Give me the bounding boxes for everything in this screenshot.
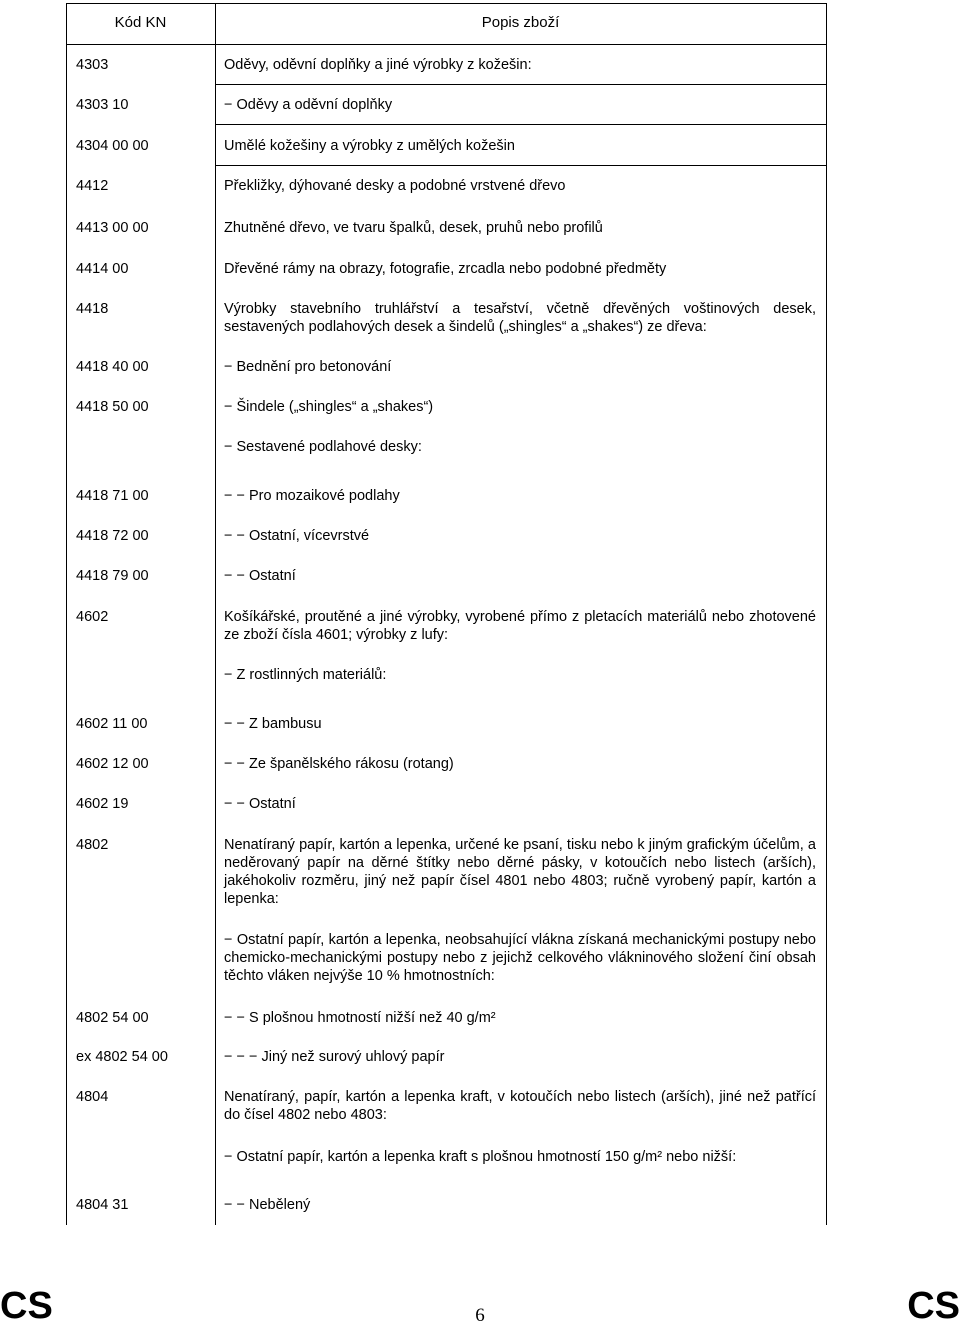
row-code: 4304 00 00	[76, 138, 149, 154]
row-code: 4303	[76, 57, 109, 73]
row-description: Košíkářské, proutěné a jiné výrobky, vyrobené přímo z pletacích materiálů nebo zhotovené ze zboží čísla 4601; výrobky z lufy:	[224, 609, 816, 643]
row-description: − − Z bambusu	[224, 716, 322, 732]
table-left-border	[66, 3, 67, 1225]
row-code: 4602 12 00	[76, 756, 149, 772]
page-number: 6	[475, 1305, 485, 1326]
row-divider	[215, 84, 826, 85]
row-description: − − − Jiný než surový uhlový papír	[224, 1049, 445, 1065]
row-description: Nenatíraný, papír, kartón a lepenka kraft, v kotoučích nebo listech (arších), jiné než patřící do čísel 4802 nebo 4803:	[224, 1089, 816, 1123]
row-code: 4602 11 00	[76, 716, 148, 732]
column-header-description: Popis zboží	[481, 14, 560, 31]
row-code: 4412	[76, 178, 109, 194]
row-code: 4418	[76, 301, 109, 317]
table-right-border	[826, 3, 827, 1225]
row-code: 4602	[76, 609, 109, 625]
row-code: 4804 31	[76, 1197, 129, 1213]
row-description: Dřevěné rámy na obrazy, fotografie, zrcadla nebo podobné předměty	[224, 261, 667, 277]
row-code: 4418 71 00	[76, 488, 149, 504]
row-description: − − Ze španělského rákosu (rotang)	[224, 756, 454, 772]
row-code: 4802 54 00	[76, 1010, 149, 1026]
row-description: − Oděvy a oděvní doplňky	[224, 97, 393, 113]
table-column-divider	[215, 3, 216, 1225]
row-code: 4414 00	[76, 261, 129, 277]
row-code: 4602 19	[76, 796, 129, 812]
row-code: 4804	[76, 1089, 109, 1105]
table-top-border	[66, 3, 827, 4]
row-divider	[215, 124, 826, 125]
row-code: 4418 72 00	[76, 528, 149, 544]
row-description: Umělé kožešiny a výrobky z umělých kožešin	[224, 138, 515, 154]
row-description: − − Ostatní	[224, 796, 296, 812]
column-header-code: Kód KN	[114, 14, 167, 31]
row-description: − − Ostatní	[224, 568, 296, 584]
row-code: ex 4802 54 00	[76, 1049, 168, 1065]
row-divider	[215, 165, 826, 166]
row-code: 4418 79 00	[76, 568, 149, 584]
header-divider	[66, 44, 827, 45]
row-description: − − Ostatní, vícevrstvé	[224, 528, 370, 544]
row-description: − Ostatní papír, kartón a lepenka, neobsahující vlákna získaná mechanickými postupy nebo chemicko-mechanickými postupy nebo z jejichž celkového vlákninového složení činí obsah těchto vláken nejvýše 10 % hmotnostních:	[224, 932, 816, 984]
row-code: 4303 10	[76, 97, 129, 113]
row-description: − Bednění pro betonování	[224, 359, 392, 375]
footer-language-code-left: CS	[0, 1285, 53, 1327]
row-description: Nenatíraný papír, kartón a lepenka, určené ke psaní, tisku nebo k jiným grafickým účelům, a neděrovaný papír na děrné štítky nebo děrné pásky, v kotoučích nebo listech (arších), jakéhokoliv rozměru, jiný než papír čísel 4801 nebo 4803; ručně vyrobený papír, kartón a lepenka:	[224, 837, 816, 907]
row-description: − − Nebělený	[224, 1197, 311, 1213]
row-description: Zhutněné dřevo, ve tvaru špalků, desek, pruhů nebo profilů	[224, 220, 603, 236]
row-description: − − S plošnou hmotností nižší než 40 g/m²	[224, 1010, 496, 1026]
row-description: − Ostatní papír, kartón a lepenka kraft s plošnou hmotností 150 g/m² nebo nižší:	[224, 1149, 737, 1165]
row-code: 4413 00 00	[76, 220, 149, 236]
row-description: Výrobky stavebního truhlářství a tesařství, včetně dřevěných voštinových desek, sestavených podlahových desek a šindelů („shingles“ a „shakes“) ze dřeva:	[224, 301, 816, 335]
row-description: − Z rostlinných materiálů:	[224, 667, 387, 683]
row-description: − − Pro mozaikové podlahy	[224, 488, 400, 504]
row-description: − Šindele („shingles“ a „shakes“)	[224, 399, 434, 415]
row-code: 4418 40 00	[76, 359, 149, 375]
row-description: Překližky, dýhované desky a podobné vrstvené dřevo	[224, 178, 566, 194]
row-code: 4802	[76, 837, 109, 853]
footer-language-code-right: CS	[907, 1285, 960, 1327]
row-description: Oděvy, oděvní doplňky a jiné výrobky z kožešin:	[224, 57, 532, 73]
row-description: − Sestavené podlahové desky:	[224, 439, 422, 455]
row-code: 4418 50 00	[76, 399, 149, 415]
